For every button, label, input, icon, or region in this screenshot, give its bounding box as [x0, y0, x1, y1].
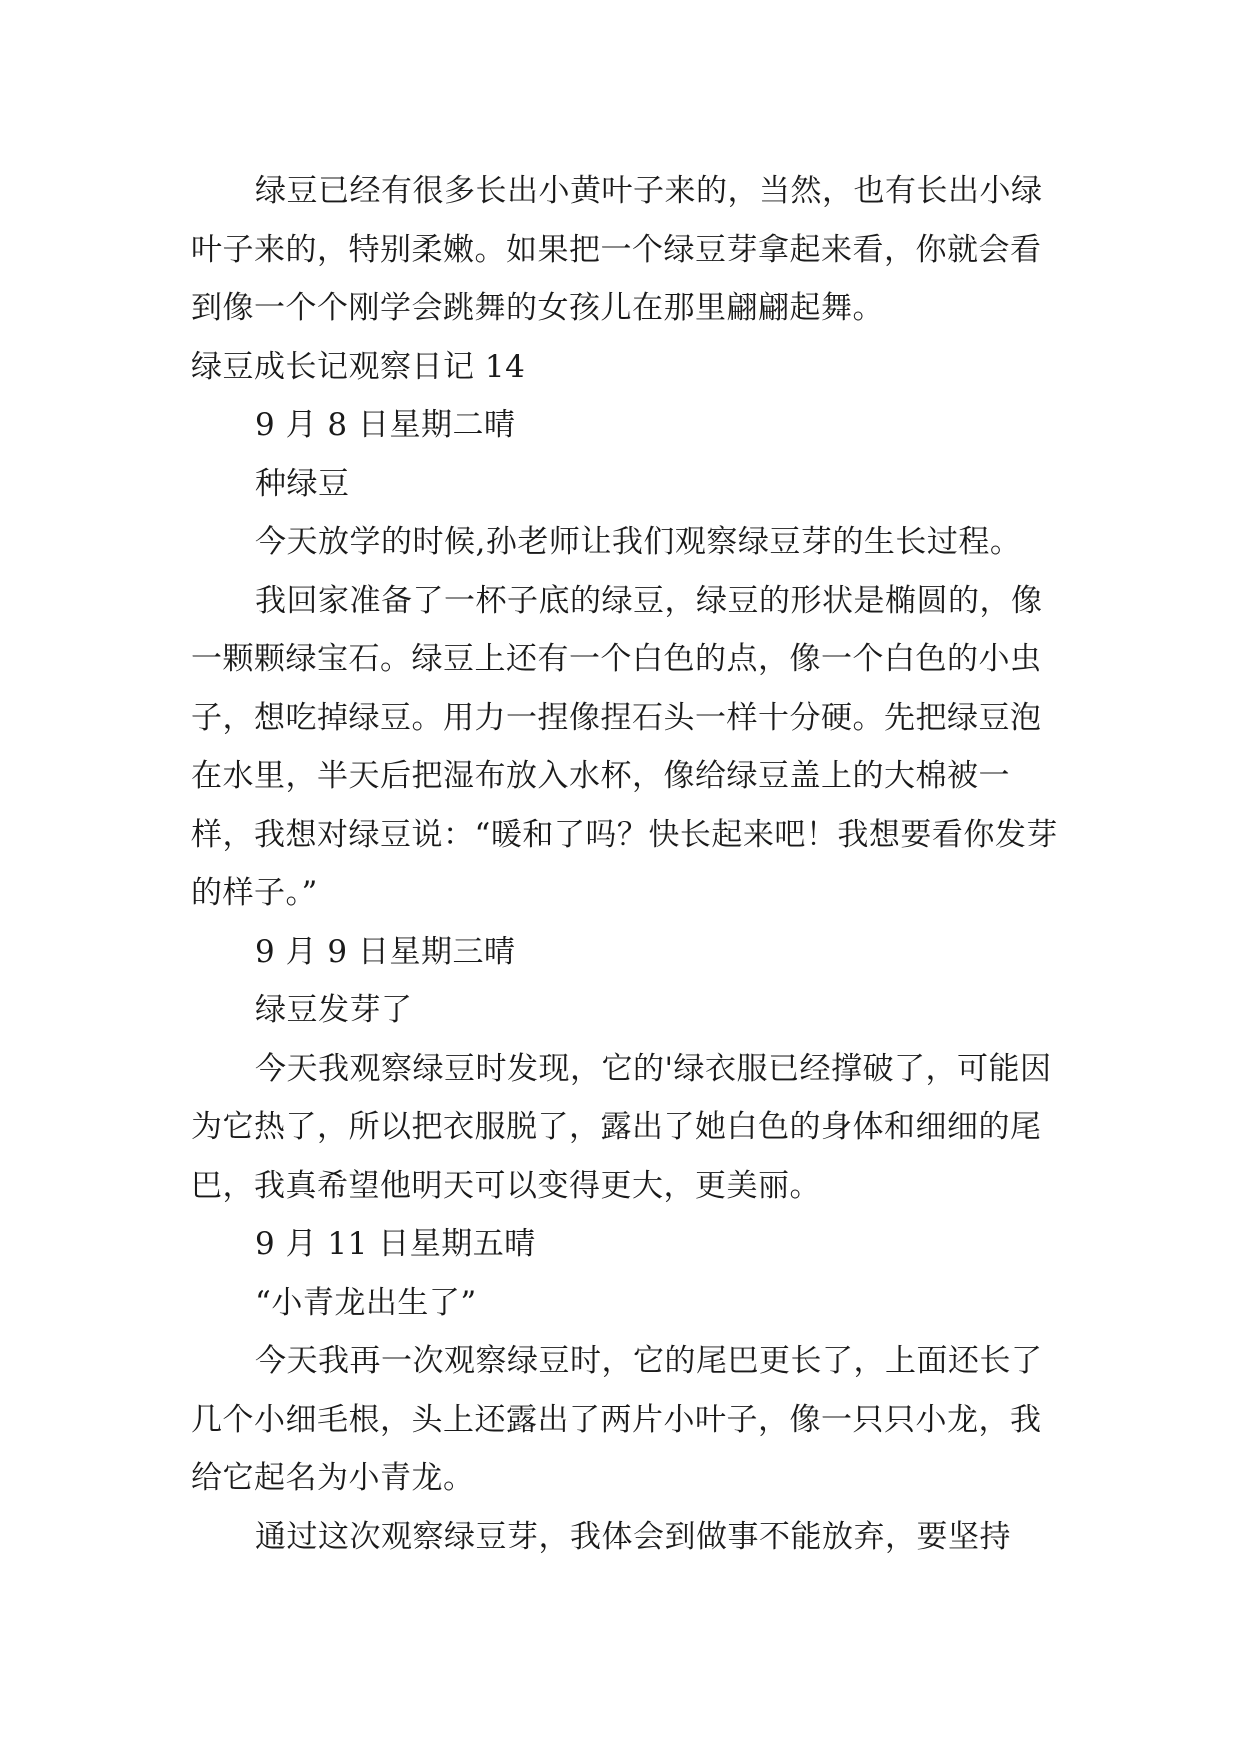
- entry-date-2: 9 月 9 日星期三晴: [255, 933, 516, 970]
- paragraph-6: 通过这次观察绿豆芽，我体会到做事不能放弃，要坚持: [255, 1518, 1011, 1555]
- paragraph-5: 今天我再一次观察绿豆时，它的尾巴更长了，上面还长了几个小细毛根，头上还露出了两片小叶子，像一只只小龙，我给它起名为小青龙。: [191, 1343, 1043, 1496]
- entry-title-2: 绿豆发芽了: [255, 992, 413, 1028]
- paragraph-3: 我回家准备了一杯子底的绿豆，绿豆的形状是椭圆的，像一颗颗绿宝石。绿豆上还有一个白色的点，像一个白色的小虫子，想吃掉绿豆。用力一捏像捏石头一样十分硬。先把绿豆泡在水里，半天后把湿布放入水杯，像给绿豆盖上的大棉被一样，我想对绿豆说：“暖和了吗？快长起来吧！我想要看你发芽的样子。”: [191, 582, 1058, 911]
- paragraph-intro: 绿豆已经有很多长出小黄叶子来的，当然，也有长出小绿叶子来的，特别柔嫩。如果把一个绿豆芽拿起来看，你就会看到像一个个刚学会跳舞的女孩儿在那里翩翩起舞。: [191, 173, 1043, 326]
- document-body: [191, 162, 1061, 1566]
- paragraph-4: 今天我观察绿豆时发现，它的'绿衣服已经撑破了，可能因为它热了，所以把衣服脱了，露出了她白色的身体和细细的尾巴，我真希望他明天可以变得更大，更美丽。: [191, 1050, 1052, 1204]
- entry-date-1: 9 月 8 日星期二晴: [255, 407, 516, 443]
- entry-date-3: 9 月 11 日星期五晴: [255, 1226, 536, 1262]
- entry-title-3: “小青龙出生了”: [255, 1284, 477, 1321]
- entry-title-1: 种绿豆: [255, 465, 350, 502]
- paragraph-2: 今天放学的时候,孙老师让我们观察绿豆芽的生长过程。: [255, 524, 1022, 560]
- section-heading: 绿豆成长记观察日记 14: [191, 348, 526, 385]
